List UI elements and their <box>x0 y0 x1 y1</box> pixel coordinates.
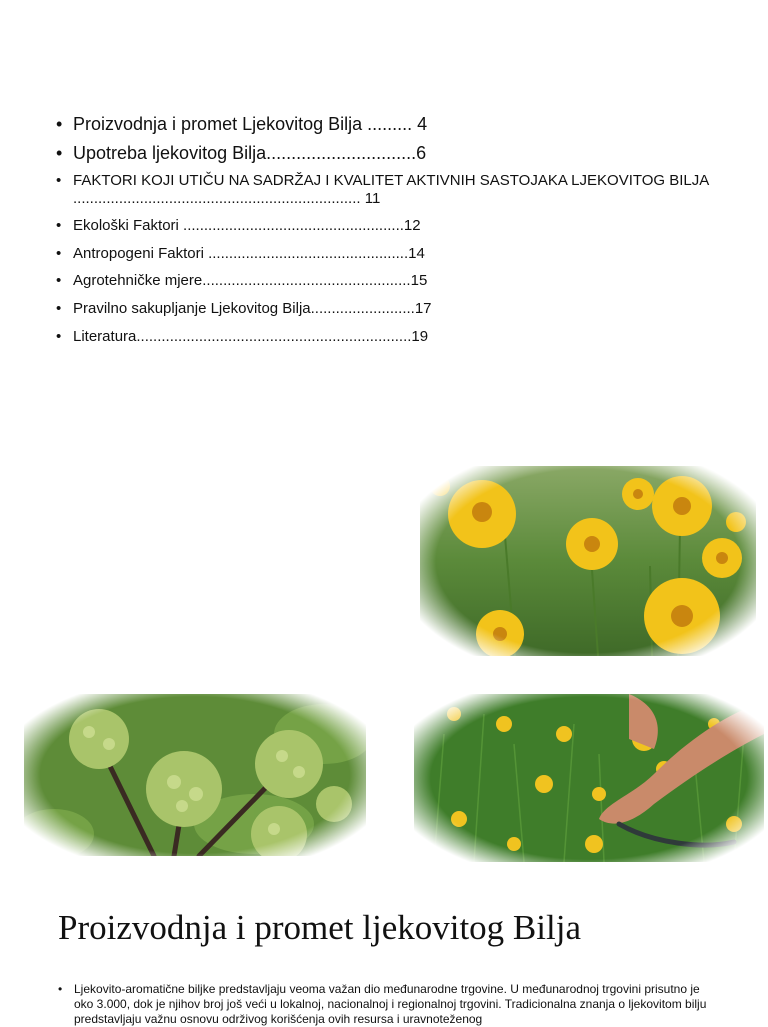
arnica-flowers-image <box>420 466 756 656</box>
harvest-hands-image <box>414 694 764 862</box>
toc-item: • Ekološki Faktori .....................................................12 <box>56 217 716 235</box>
toc-item: • FAKTORI KOJI UTIČU NA SADRŽAJ I KVALITET AKTIVNIH SASTOJAKA LJEKOVITOG BILJA ..................................................................... 11 <box>56 172 716 207</box>
toc-item: • Pravilno sakupljanje Ljekovitog Bilja.........................17 <box>56 300 716 318</box>
toc-item: • Antropogeni Faktori ................................................14 <box>56 245 716 263</box>
table-of-contents <box>56 114 716 345</box>
section-paragraph: • Ljekovito-aromatične biljke predstavljaju veoma važan dio međunarodne trgovine. U međunarodnoj trgovini prisutno je oko 3.000, dok je njihov broj još veći u lokalnoj, nacionalnoj i regionalnoj trgovini. Tradicionalna znanja o ljekovitom bilju predstavljaju važnu osnovu održivog korišćenja ovih resursa i uravnoteženog <box>58 982 708 1027</box>
section-title: Proizvodnja i promet ljekovitog Bilja <box>58 908 581 947</box>
toc-item: • Upotreba ljekovitog Bilja..............................6 <box>56 143 716 164</box>
angelica-plant-image <box>24 694 366 856</box>
toc-item: • Proizvodnja i promet Ljekovitog Bilja ......... 4 <box>56 114 716 135</box>
section-body <box>58 982 708 1027</box>
toc-item: • Literatura..................................................................19 <box>56 328 716 346</box>
toc-item: • Agrotehničke mjere..................................................15 <box>56 272 716 290</box>
